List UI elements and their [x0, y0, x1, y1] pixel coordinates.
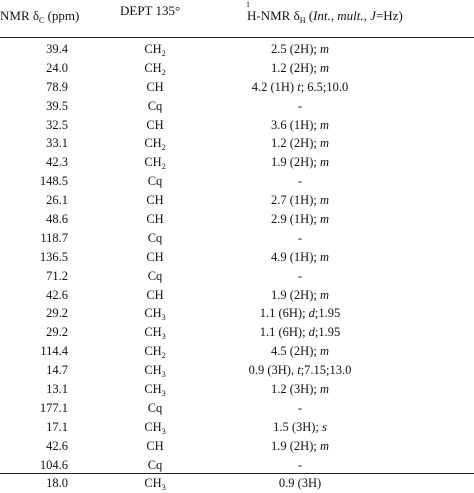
dept-subscript: 2 [161, 67, 166, 77]
table-row [0, 342, 474, 361]
table-row [0, 134, 474, 153]
dept-subscript: 3 [161, 426, 166, 436]
dept-cell [108, 418, 202, 437]
carbon-shift-cell: 104.6 [39, 457, 68, 472]
dept-subscript: 2 [161, 351, 166, 361]
table-row [0, 172, 474, 191]
carbon-shift-cell: 78.9 [46, 79, 68, 94]
table-row [0, 153, 474, 172]
carbon-shift-cell: 48.6 [46, 212, 68, 227]
carbon-shift-cell: 29.2 [46, 325, 68, 340]
proton-nmr-cell: 4.9 (1H); m [271, 249, 329, 264]
dept-cell [108, 474, 202, 493]
carbon-shift-cell: 14.7 [46, 363, 68, 378]
dept-cell [108, 172, 202, 191]
dept-cell [108, 286, 202, 305]
table-row [0, 456, 474, 475]
proton-nmr-cell: - [297, 457, 303, 472]
dept-cell [108, 380, 202, 399]
carbon-shift-cell: 33.1 [46, 136, 68, 151]
header-proton-label: H-NMR δ [247, 8, 300, 23]
table-row [0, 380, 474, 399]
dept-group: CH [144, 60, 162, 75]
dept-group: Cq [147, 230, 163, 245]
carbon-shift-cell: 42.3 [46, 155, 68, 170]
header-carbon-shift-sub: C [39, 16, 45, 25]
carbon-shift-cell: 26.1 [46, 193, 68, 208]
header-dept: DEPT 135° [120, 3, 181, 18]
proton-nmr-cell: 1.1 (6H); d;1.95 [259, 306, 341, 321]
proton-nmr-cell: 4.5 (2H); m [271, 344, 329, 359]
proton-nmr-cell: 0.9 (3H), t;7.15;13.0 [248, 363, 352, 378]
proton-nmr-cell: 1.2 (2H); m [271, 60, 329, 75]
table-row [0, 78, 474, 97]
table-row [0, 267, 474, 286]
table-row [0, 399, 474, 418]
dept-subscript: 3 [161, 313, 166, 323]
dept-cell [108, 59, 202, 78]
dept-group: CH [146, 249, 164, 264]
table-row [0, 418, 474, 437]
proton-nmr-cell: 2.7 (1H); m [271, 193, 329, 208]
dept-cell [108, 153, 202, 172]
dept-group: CH [146, 212, 164, 227]
dept-subscript: 2 [161, 143, 166, 153]
carbon-shift-cell: 39.4 [46, 42, 68, 56]
dept-cell [108, 361, 202, 380]
carbon-shift-cell: 136.5 [39, 249, 68, 264]
dept-subscript: 3 [161, 370, 166, 380]
proton-nmr-cell: 1.2 (2H); m [271, 136, 329, 151]
dept-cell [108, 323, 202, 342]
proton-nmr-cell: - [297, 174, 303, 189]
dept-group: CH [144, 419, 162, 434]
dept-cell [108, 456, 202, 475]
header-proton-superscript: 1 [246, 0, 250, 9]
table-row [0, 191, 474, 210]
table-row [0, 248, 474, 267]
dept-group: Cq [147, 174, 163, 189]
carbon-shift-cell: 17.1 [46, 419, 68, 434]
proton-nmr-cell: 1.5 (3H); s [273, 419, 327, 434]
table-row [0, 97, 474, 116]
proton-nmr-cell: - [297, 230, 303, 245]
table-row [0, 437, 474, 456]
dept-subscript: 3 [161, 483, 166, 493]
dept-group: CH [144, 136, 162, 151]
dept-cell [108, 78, 202, 97]
proton-nmr-cell: 1.2 (3H); m [271, 382, 329, 397]
dept-group: CH [146, 117, 164, 132]
header-carbon-shift-label: NMR δ [0, 8, 39, 23]
table-row [0, 40, 474, 59]
dept-cell [108, 97, 202, 116]
dept-cell [108, 40, 202, 59]
dept-group: CH [144, 42, 162, 56]
carbon-shift-cell: 39.5 [46, 98, 68, 113]
proton-nmr-cell: 3.6 (1H); m [271, 117, 329, 132]
header-proton-nmr [246, 0, 403, 25]
dept-cell [108, 342, 202, 361]
carbon-shift-cell: 29.2 [46, 306, 68, 321]
dept-group: CH [146, 438, 164, 453]
dept-group: CH [144, 476, 162, 491]
dept-group: CH [146, 79, 164, 94]
dept-cell [108, 229, 202, 248]
dept-subscript: 3 [161, 332, 166, 342]
proton-nmr-cell: 0.9 (3H) [278, 476, 322, 491]
carbon-shift-cell: 24.0 [46, 60, 68, 75]
dept-subscript: 2 [161, 162, 166, 172]
header-carbon-shift-unit: (ppm) [44, 8, 80, 23]
dept-group: CH [144, 382, 162, 397]
carbon-shift-cell: 18.0 [46, 476, 68, 491]
proton-nmr-cell: 4.2 (1H) t; 6.5;10.0 [251, 79, 349, 94]
table-body [0, 40, 474, 493]
table-row [0, 304, 474, 323]
dept-cell [108, 437, 202, 456]
carbon-shift-cell: 13.1 [46, 382, 68, 397]
table-row [0, 474, 474, 493]
dept-group: CH [144, 363, 162, 378]
dept-subscript: 3 [161, 389, 166, 399]
table-row [0, 210, 474, 229]
table-row [0, 229, 474, 248]
header-rule [0, 37, 474, 38]
header-proton-body: (Int., mult., J=Hz) [305, 8, 403, 23]
dept-group: Cq [147, 268, 163, 283]
carbon-shift-cell: 71.2 [46, 268, 68, 283]
dept-group: Cq [147, 400, 163, 415]
dept-cell [108, 210, 202, 229]
carbon-shift-cell: 114.4 [40, 344, 68, 359]
dept-group: CH [144, 325, 162, 340]
carbon-shift-cell: 177.1 [39, 400, 68, 415]
proton-nmr-cell: 1.9 (2H); m [271, 438, 329, 453]
table-row [0, 286, 474, 305]
dept-cell [108, 191, 202, 210]
carbon-shift-cell: 32.5 [46, 117, 68, 132]
proton-nmr-cell: 1.9 (2H); m [271, 287, 329, 302]
dept-group: Cq [147, 98, 163, 113]
dept-group: CH [144, 155, 162, 170]
dept-cell [108, 267, 202, 286]
carbon-shift-cell: 148.5 [39, 174, 68, 189]
table-row [0, 361, 474, 380]
dept-cell [108, 399, 202, 418]
proton-nmr-cell: 1.1 (6H); d;1.95 [259, 325, 341, 340]
proton-nmr-cell: - [297, 268, 303, 283]
proton-nmr-cell: - [297, 400, 303, 415]
dept-group: CH [144, 344, 162, 359]
dept-subscript: 2 [161, 49, 166, 58]
proton-nmr-cell: - [297, 98, 303, 113]
table-row [0, 59, 474, 78]
table-row [0, 323, 474, 342]
dept-cell [108, 116, 202, 135]
carbon-shift-cell: 42.6 [46, 438, 68, 453]
dept-group: CH [144, 306, 162, 321]
proton-nmr-cell: 2.9 (1H); m [271, 212, 329, 227]
proton-nmr-cell: 2.5 (2H); m [271, 42, 329, 56]
header-proton-sub: H [299, 16, 306, 25]
dept-group: CH [146, 287, 164, 302]
carbon-shift-cell: 42.6 [46, 287, 68, 302]
table-header [0, 0, 474, 36]
dept-cell [108, 304, 202, 323]
carbon-shift-cell: 118.7 [40, 230, 68, 245]
dept-cell [108, 248, 202, 267]
proton-nmr-cell: 1.9 (2H); m [271, 155, 329, 170]
dept-cell [108, 134, 202, 153]
header-carbon-shift [0, 8, 79, 24]
dept-group: CH [146, 193, 164, 208]
table-row [0, 116, 474, 135]
dept-group: Cq [147, 457, 163, 472]
